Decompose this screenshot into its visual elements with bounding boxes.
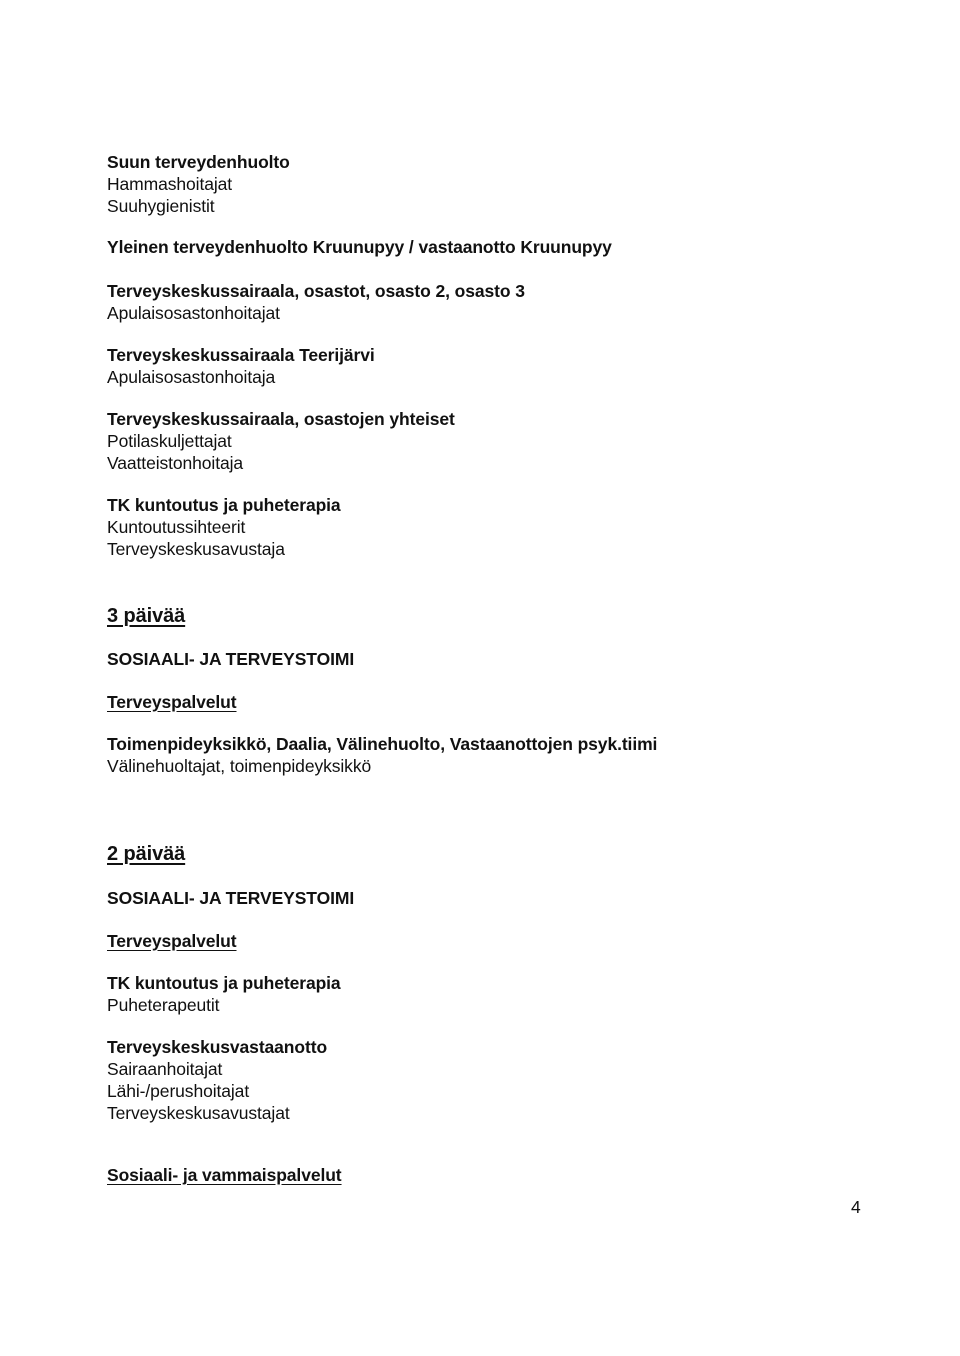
section-heading: TK kuntoutus ja puheterapia [107, 495, 341, 515]
unit-heading: Terveyskeskusvastaanotto [107, 1037, 328, 1057]
list-item: Suuhygienistit [107, 196, 215, 216]
section-heading: Terveyskeskussairaala, osastot, osasto 2, osasto 3 [107, 281, 525, 301]
section-heading: Suun terveydenhuolto [107, 152, 290, 172]
unit-heading: Toimenpideyksikkö, Daalia, Välinehuolto, Vastaanottojen psyk.tiimi [107, 734, 658, 754]
section-heading: Terveyskeskussairaala Teerijärvi [107, 345, 375, 365]
dept-heading: Sosiaali- ja vammaispalvelut [107, 1165, 342, 1185]
dept-heading: Terveyspalvelut [107, 931, 237, 951]
list-item: Apulaisosastonhoitajat [107, 303, 280, 323]
list-item: Terveyskeskusavustajat [107, 1103, 290, 1123]
list-item: Lähi-/perushoitajat [107, 1081, 250, 1101]
block-title-3-days: 3 päivää [107, 605, 186, 627]
block-title-2-days: 2 päivää [107, 843, 186, 865]
list-item: Vaatteistonhoitaja [107, 453, 244, 473]
list-item: Puheterapeutit [107, 995, 220, 1015]
list-item: Sairaanhoitajat [107, 1059, 223, 1079]
unit-heading: TK kuntoutus ja puheterapia [107, 973, 341, 993]
list-item: Kuntoutussihteerit [107, 517, 246, 537]
dept-heading: Terveyspalvelut [107, 692, 237, 712]
list-item: Hammashoitajat [107, 174, 233, 194]
list-item: Terveyskeskusavustaja [107, 539, 285, 559]
section-heading: Terveyskeskussairaala, osastojen yhteiset [107, 409, 455, 429]
section-heading: Yleinen terveydenhuolto Kruunupyy / vastaanotto Kruunupyy [107, 237, 612, 257]
org-heading: SOSIAALI- JA TERVEYSTOIMI [107, 888, 355, 908]
org-heading: SOSIAALI- JA TERVEYSTOIMI [107, 649, 355, 669]
page-number: 4 [851, 1197, 861, 1217]
list-item: Apulaisosastonhoitaja [107, 367, 276, 387]
list-item: Välinehuoltajat, toimenpideyksikkö [107, 756, 372, 776]
list-item: Potilaskuljettajat [107, 431, 232, 451]
